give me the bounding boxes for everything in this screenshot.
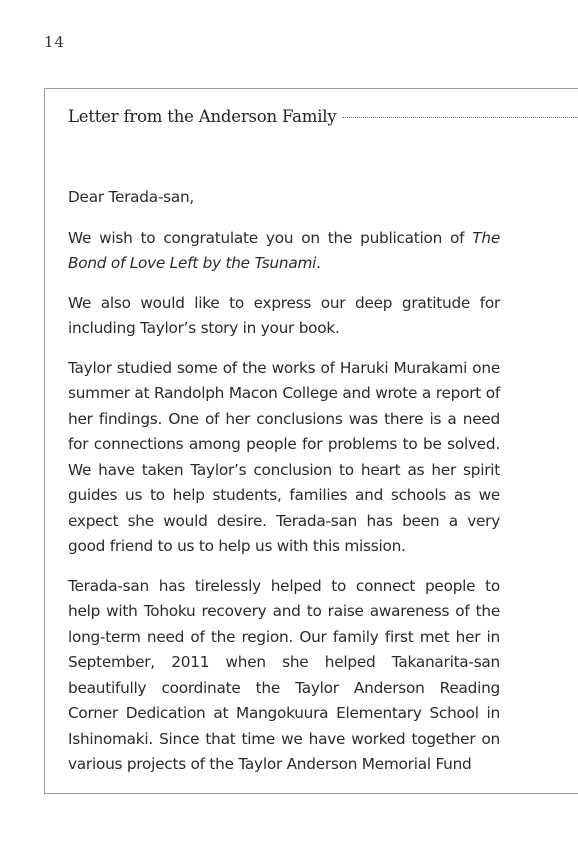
paragraph-gratitude: We also would like to express our deep gratitude for including Taylor’s story in your book. [68,293,500,337]
paragraph-terada-help: Terada-san has tirelessly helped to connect people to help with Tohoku recovery and to raise awareness of the long-term need of the region. Our family first met her in September, 2011 when she helped Takanarita-san beautifully coordinate the Taylor Anderson Reading Corner Dedication at Mangokuura Elementary School in Ishinomaki. Since that time we have worked together on various projects of the Taylor Anderson Memorial Fund [68,576,500,773]
page-number: 14 [44,33,66,51]
paragraph-congratulations-text: We wish to congratulate you on the publication of [68,228,473,247]
paragraph-congratulations [68,226,500,277]
paragraph-congratulations-end: . [316,254,321,272]
salutation: Dear Terada-san, [68,188,195,206]
heading-row [68,107,578,126]
letter-body [68,185,500,792]
book-title: The Bond of Love Left by the Tsunami [68,228,500,272]
letter-heading: Letter from the Anderson Family [68,107,337,126]
heading-dotted-leader [342,117,578,118]
paragraph-taylor-study: Taylor studied some of the works of Haruki Murakami one summer at Randolph Macon College and wrote a report of her findings. One of her conclusions was there is a need for connections among people for problems to be solved. We have taken Taylor’s conclusion to heart as her spirit guides us to help students, families and schools as we expect she would desire. Terada-san has been a very good friend to us to help us with this mission. [68,358,500,555]
letter-box [44,88,578,794]
